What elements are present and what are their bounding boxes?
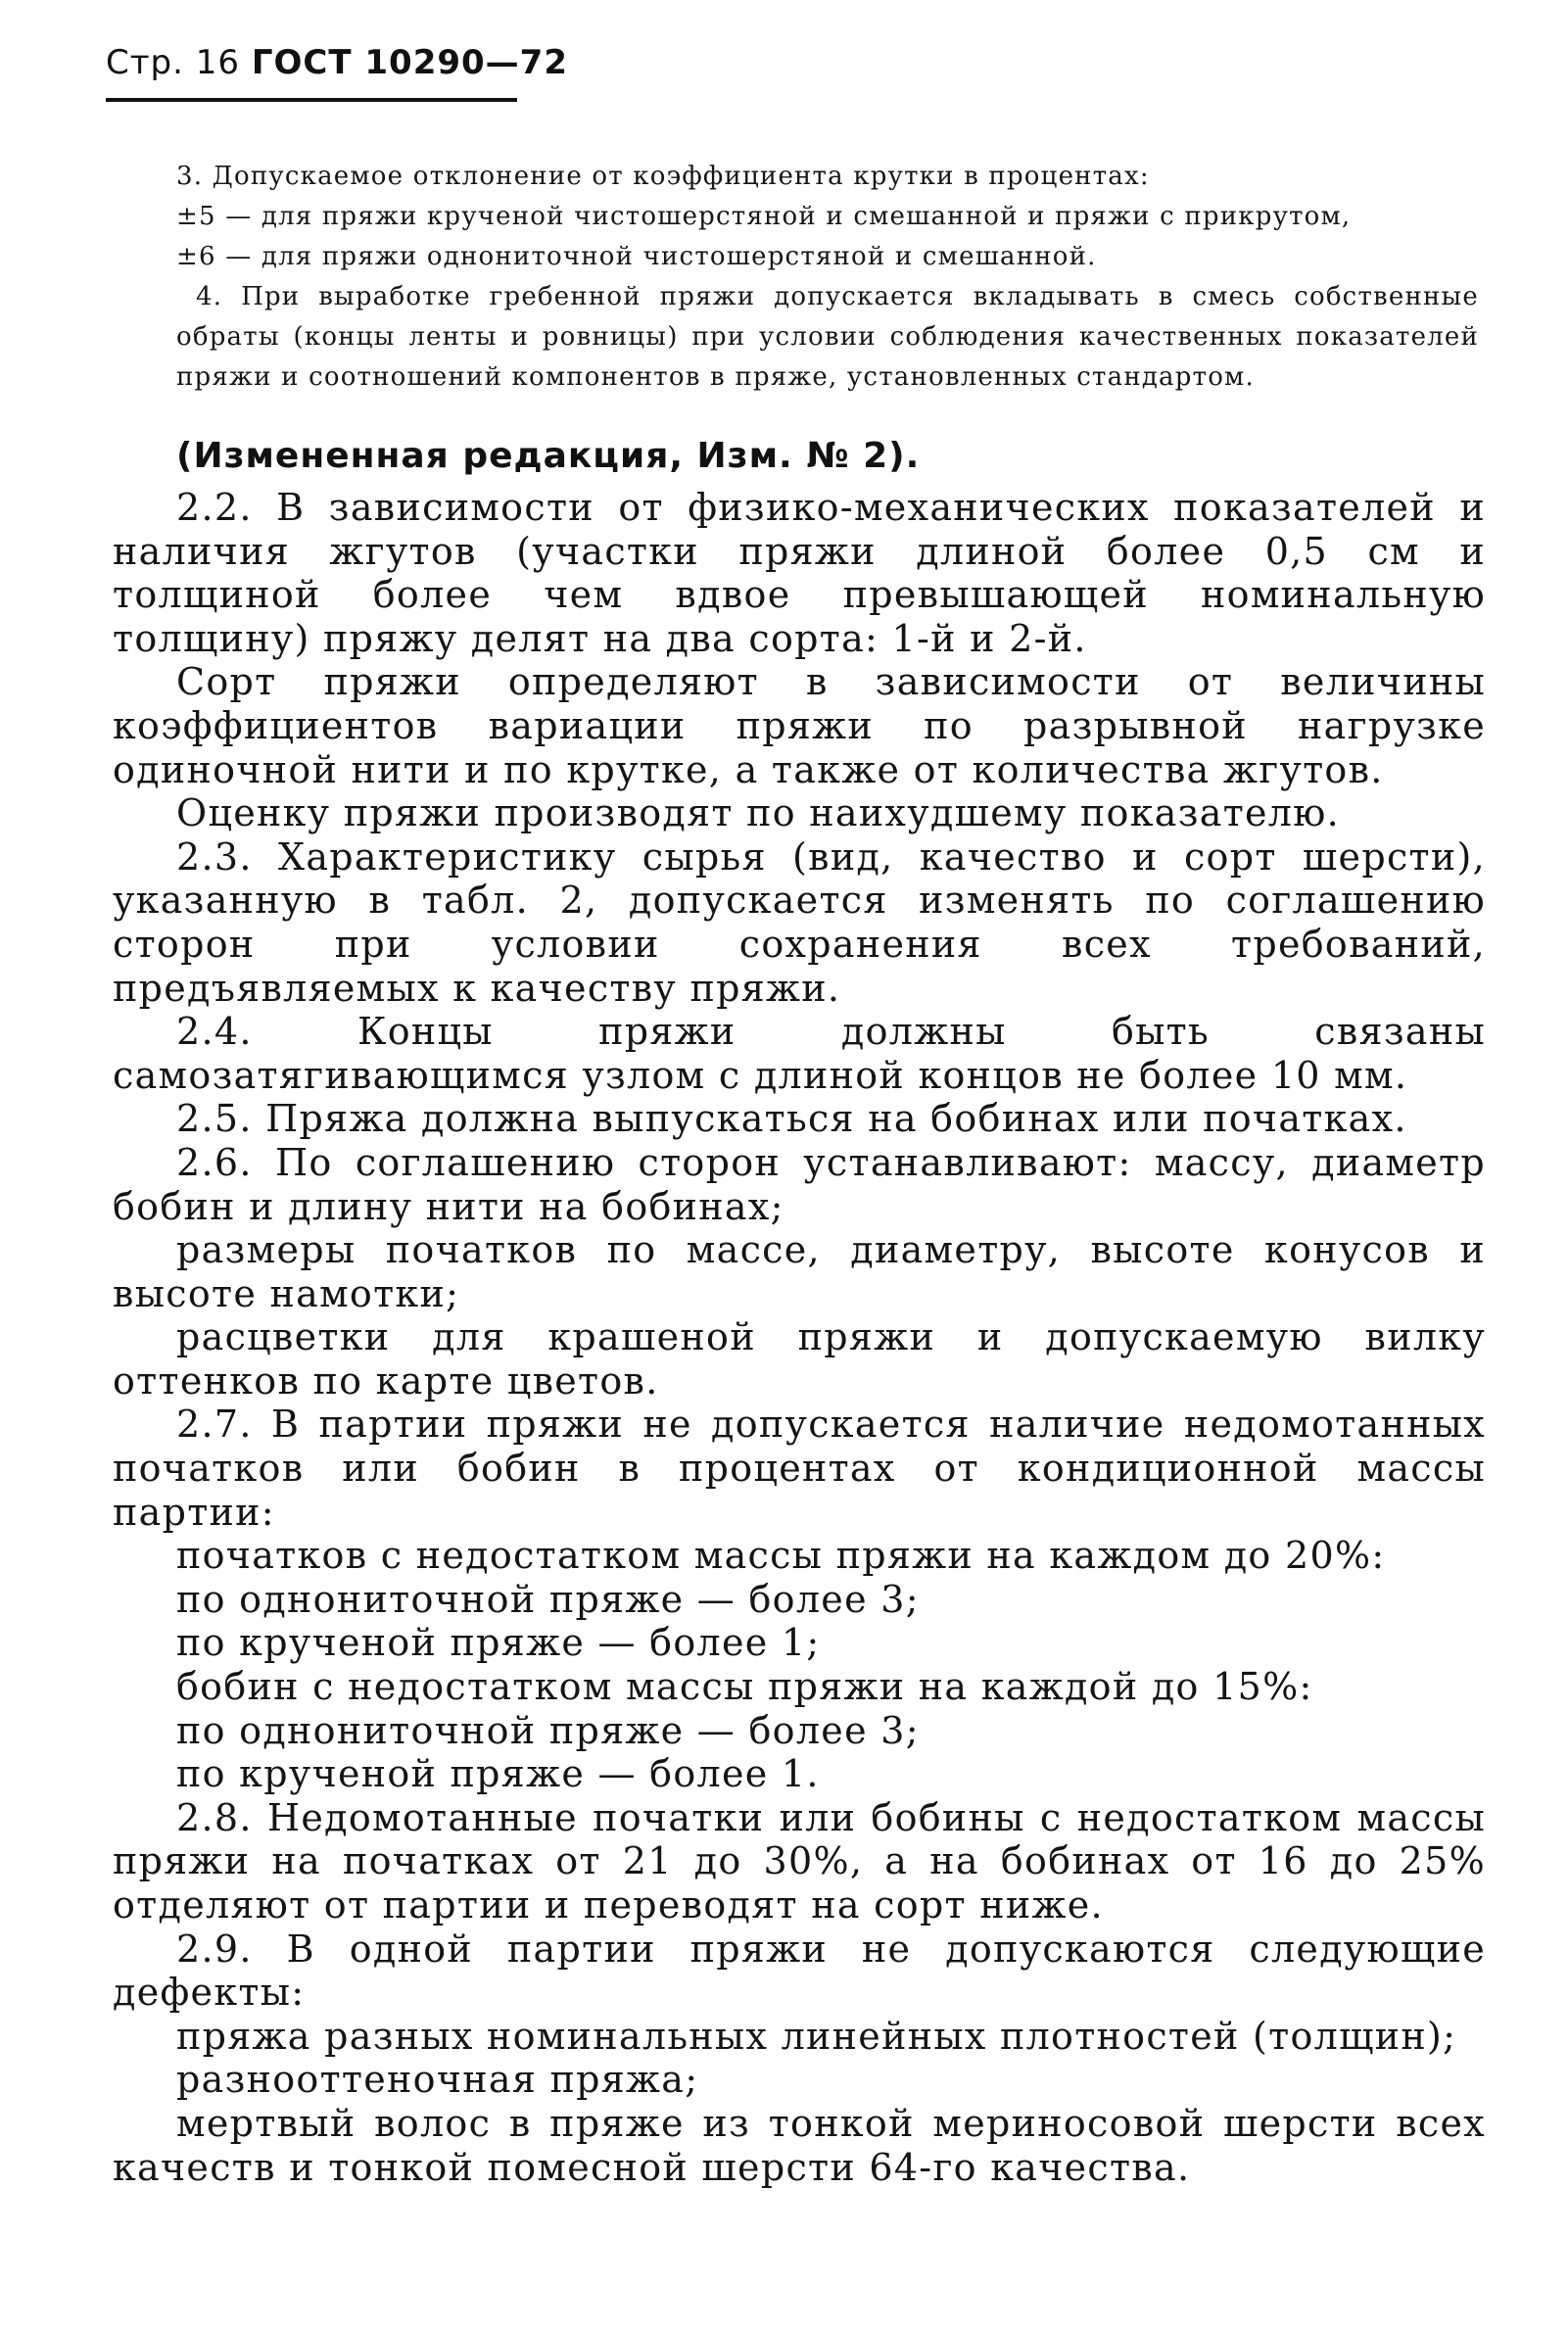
clause-2-7-item-6: по крученой пряже — более 1. (176, 1752, 820, 1796)
clause-2-4: 2.4. Концы пряжи должны быть связаны самозатягивающимся узлом с длиной концов не более 10 мм. (113, 1010, 1486, 1097)
clause-2-2-para-2: Сорт пряжи определяют в зависимости от величины коэффициентов вариации пряжи по разрывной нагрузке одиночной нити и по крутке, а также от количества жгутов. (113, 660, 1486, 791)
page-header (106, 43, 568, 82)
clause-2-5: 2.5. Пряжа должна выпускаться на бобинах или початках. (176, 1097, 1407, 1141)
header-rule (106, 98, 517, 102)
clause-2-7-item-1: початков с недостатком массы пряжи на каждом до 20%: (176, 1534, 1386, 1578)
clause-2-6-para-2: размеры початков по массе, диаметру, высоте конусов и высоте намотки; (113, 1228, 1486, 1315)
clause-2-3: 2.3. Характеристику сырья (вид, качество и сорт шерсти), указанную в табл. 2, допускается изменять по соглашению сторон при условии сохранения всех требований, предъявляемых к качеству пряжи. (113, 834, 1486, 1010)
clause-2-7-item-4: бобин с недостатком массы пряжи на каждой до 15%: (176, 1665, 1313, 1709)
note-3-item-2: ±6 — для пряжи однониточной чистошерстяной и смешанной. (176, 242, 1097, 271)
clause-2-2: 2.2. В зависимости от физико-механических показателей и наличия жгутов (участки пряжи длиной более 0,5 см и толщиной более чем вдвое превышающей номинальную толщину) пряжу делят на два сорта: 1-й и 2-й. (113, 486, 1486, 660)
clause-2-6: 2.6. По соглашению сторон устанавливают: массу, диаметр бобин и длину нити на бобинах; (113, 1140, 1486, 1228)
standard-number: ГОСТ 10290—72 (251, 43, 568, 82)
clause-2-2-para-3: Оценку пряжи производят по наихудшему показателю. (176, 791, 1341, 835)
clause-2-7: 2.7. В партии пряжи не допускается наличие недомотанных початков или бобин в процентах от кондиционной массы партии: (113, 1403, 1486, 1534)
clause-2-9: 2.9. В одной партии пряжи не допускаются следующие дефекты: (113, 1927, 1486, 2015)
note-4: 4. При выработке гребенной пряжи допускается вкладывать в смесь собственные обраты (концы ленты и ровницы) при условии соблюдения качественных показателей пряжи и соотношений компонентов в пряже, установленных стандартом. (176, 282, 1479, 392)
clause-2-7-item-5: по однониточной пряже — более 3; (176, 1708, 920, 1752)
clause-2-8: 2.8. Недомотанные початки или бобины с недостатком массы пряжи на початках от 21 до 30%, а на бобинах от 16 до 25% отделяют от партии и переводят на сорт ниже. (113, 1795, 1486, 1927)
main-text (113, 486, 1486, 2189)
note-3: 3. Допускаемое отклонение от коэффициента крутки в процентах: (176, 162, 1150, 191)
change-note: (Измененная редакция, Изм. № 2). (176, 436, 921, 476)
table-notes (176, 157, 1479, 398)
clause-2-9-item-3: мертвый волос в пряже из тонкой мериносовой шерсти всех качеств и тонкой помесной шерсти 64-го качества. (113, 2101, 1486, 2189)
page-number: Стр. 16 (106, 43, 241, 82)
note-3-item-1: ±5 — для пряжи крученой чистошерстяной и смешанной и пряжи с прикрутом, (176, 202, 1352, 231)
clause-2-7-item-3: по крученой пряже — более 1; (176, 1621, 821, 1665)
clause-2-7-item-2: по однониточной пряже — более 3; (176, 1577, 920, 1621)
clause-2-6-para-3: расцветки для крашеной пряжи и допускаемую вилку оттенков по карте цветов. (113, 1315, 1486, 1403)
clause-2-9-item-2: разнооттеночная пряжа; (176, 2058, 699, 2102)
clause-2-9-item-1: пряжа разных номинальных линейных плотностей (толщин); (176, 2014, 1457, 2058)
